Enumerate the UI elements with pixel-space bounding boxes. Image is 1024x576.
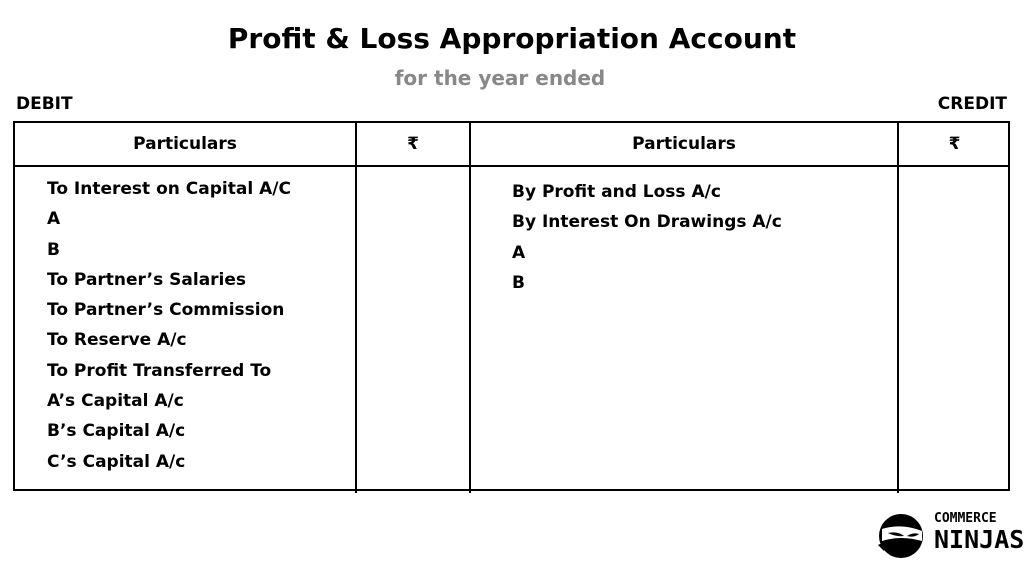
- debit-item: To Partner’s Commission: [47, 300, 285, 321]
- logo-line-1: COMMERCE: [934, 511, 997, 526]
- credit-particulars-header: Particulars: [632, 134, 736, 154]
- debit-item: C’s Capital A/c: [47, 451, 186, 472]
- debit-item: To Profit Transferred To: [47, 360, 272, 381]
- credit-amount-header: ₹: [948, 134, 961, 154]
- debit-item: To Reserve A/c: [47, 330, 187, 351]
- credit-label: CREDIT: [937, 94, 1007, 114]
- debit-amount-header: ₹: [407, 134, 419, 154]
- commerce-ninjas-logo: [874, 511, 1024, 561]
- column-divider: [355, 123, 357, 493]
- logo-line-2: NINJAS: [934, 525, 1024, 554]
- debit-item: B: [47, 239, 60, 260]
- ninja-head-icon: [874, 511, 930, 561]
- debit-particulars-list: [47, 174, 291, 477]
- page-title: Profit & Loss Appropriation Account: [227, 22, 797, 55]
- debit-label: DEBIT: [16, 94, 73, 114]
- debit-item: To Interest on Capital A/C: [47, 179, 291, 199]
- column-divider: [897, 123, 899, 493]
- debit-item: To Partner’s Salaries: [47, 269, 247, 290]
- credit-item: By Interest On Drawings A/c: [512, 212, 782, 233]
- debit-item: B’s Capital A/c: [47, 421, 186, 442]
- credit-particulars-list: [512, 177, 782, 298]
- debit-item: A’s Capital A/c: [47, 391, 184, 412]
- column-divider: [469, 123, 471, 493]
- credit-item: By Profit and Loss A/c: [512, 182, 721, 202]
- ledger-table: [13, 121, 1010, 491]
- credit-item: A: [512, 242, 526, 263]
- debit-item: A: [47, 209, 61, 230]
- debit-particulars-header: Particulars: [133, 134, 237, 154]
- page-subtitle: for the year ended: [394, 66, 606, 90]
- credit-item: B: [512, 272, 525, 293]
- header-divider: [15, 165, 1008, 167]
